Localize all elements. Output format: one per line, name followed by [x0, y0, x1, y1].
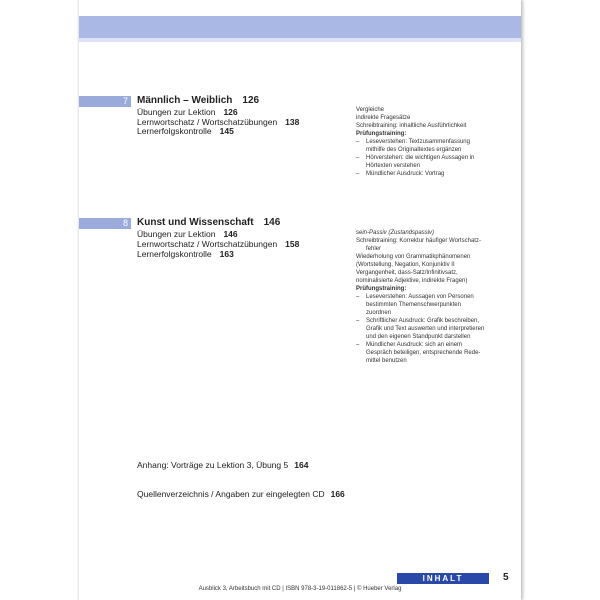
dash-icon: – — [356, 294, 360, 300]
lesson-number-bar — [79, 96, 131, 107]
toc-item-page: 158 — [285, 239, 300, 249]
appendix-label: Anhang: Vorträge zu Lektion 3, Übung 5 — [137, 460, 289, 470]
toc-item-page: 163 — [219, 249, 234, 259]
pruefung-line: Leseverstehen: Textzusammenfassung — [366, 139, 470, 145]
toc-item-page: 146 — [223, 229, 238, 239]
book-page — [79, 0, 521, 600]
dash-icon: – — [356, 171, 360, 177]
toc-item-page: 126 — [223, 107, 238, 117]
pruefung-line: Schriftlicher Ausdruck: Grafik beschreiben, — [366, 318, 480, 324]
lesson-title — [137, 95, 259, 106]
appendix-page: 166 — [330, 489, 345, 499]
topic-line: nominalisierte Adjektive, indirekte Fragen) — [356, 278, 468, 284]
toc-item — [137, 249, 234, 259]
pruefung-item — [356, 138, 506, 154]
lesson-title-page: 146 — [263, 217, 281, 228]
appendix-page: 164 — [294, 460, 309, 470]
pruefung-line: und den eigenen Standpunkt darstellen — [366, 334, 471, 340]
pruefung-line: mittel benutzen — [366, 358, 407, 364]
pruefung-item — [356, 293, 506, 317]
pruefung-line: Gespräch beteiligen, entsprechende Rede- — [366, 350, 481, 356]
pruefung-item — [356, 154, 506, 170]
appendix-item — [137, 460, 308, 470]
pruefung-line: Grafik und Text auswerten und interpretieren — [366, 326, 485, 332]
section-label: INHALT — [422, 574, 464, 583]
pruefung-line: Leseverstehen: Aussagen von Personen — [366, 294, 474, 300]
toc-item — [137, 229, 238, 239]
topic-line: Schreibtraining: inhaltliche Ausführlichkeit — [356, 123, 467, 129]
toc-item — [137, 126, 234, 136]
dash-icon: – — [356, 342, 360, 348]
toc-item-label: Lernwortschatz / Wortschatzübungen — [137, 239, 278, 249]
topic-line: indirekte Fragesätze — [356, 115, 411, 121]
topic-line: Vergangenheit, dass-Satz/Infinitivsatz, — [356, 270, 458, 276]
pruefung-line: Mündlicher Ausdruck: Vortrag — [366, 171, 445, 177]
pruefung-item — [356, 317, 506, 341]
pruefung-line: mithilfe des Originaltextes ergänzen — [366, 147, 462, 153]
lesson-topics — [356, 106, 506, 178]
topic-line: Wiederholung von Grammatikphänomenen — [356, 254, 471, 260]
lesson-title-text: Männlich – Weiblich — [137, 95, 233, 106]
pruefung-heading: Prüfungstraining: — [356, 286, 407, 292]
pruefung-line: zuordnen — [366, 310, 392, 316]
lesson-number-bar — [79, 218, 131, 229]
topic-line: sein-Passiv (Zustandspassiv) — [356, 230, 435, 236]
toc-item — [137, 107, 238, 117]
toc-item — [137, 239, 299, 249]
pruefung-item — [356, 341, 506, 365]
pruefung-heading: Prüfungstraining: — [356, 131, 407, 137]
pruefung-line: Mündlicher Ausdruck: sich an einem — [366, 342, 463, 348]
toc-item-page: 138 — [285, 117, 300, 127]
lesson-topics — [356, 229, 506, 365]
topic-line: (Wortstellung, Negation, Konjunktiv II — [356, 262, 455, 268]
dash-icon: – — [356, 318, 360, 324]
topic-line: Schreibtraining: Korrektur häufiger Wortschatz- — [356, 238, 481, 244]
dash-icon: – — [356, 155, 360, 161]
lesson-title-page: 126 — [242, 95, 260, 106]
header-band — [79, 16, 521, 38]
toc-item-label: Übungen zur Lektion — [137, 229, 216, 239]
topic-line: fehler — [366, 246, 382, 252]
topic-line: Vergleiche — [356, 107, 385, 113]
toc-item-label: Lernerfolgskontrolle — [137, 126, 212, 136]
dash-icon: – — [356, 139, 360, 145]
toc-item-label: Übungen zur Lektion — [137, 107, 216, 117]
pruefung-item — [356, 170, 506, 178]
pruefung-line: bestimmten Themenschwerpunkten — [366, 302, 461, 308]
header-band-light — [79, 38, 521, 42]
toc-item-label: Lernwortschatz / Wortschatzübungen — [137, 117, 278, 127]
pruefung-line: Hörtexten verstehen — [366, 163, 421, 169]
section-label-bar — [397, 573, 489, 584]
lesson-number: 8 — [122, 218, 128, 228]
page-number: 5 — [503, 572, 509, 583]
toc-item-label: Lernerfolgskontrolle — [137, 249, 212, 259]
appendix-item — [137, 489, 345, 499]
lesson-title-text: Kunst und Wissenschaft — [137, 217, 254, 228]
imprint-line: Ausblick 3, Arbeitsbuch mit CD | ISBN 978-3-19-011862-5 | © Hueber Verlag — [198, 586, 402, 592]
toc-item-page: 145 — [219, 126, 234, 136]
lesson-number: 7 — [122, 96, 128, 106]
lesson-title — [137, 217, 280, 228]
pruefung-line: Hörverstehen: die wichtigen Aussagen in — [366, 155, 475, 161]
appendix-label: Quellenverzeichnis / Angaben zur eingelegten CD — [137, 489, 325, 499]
